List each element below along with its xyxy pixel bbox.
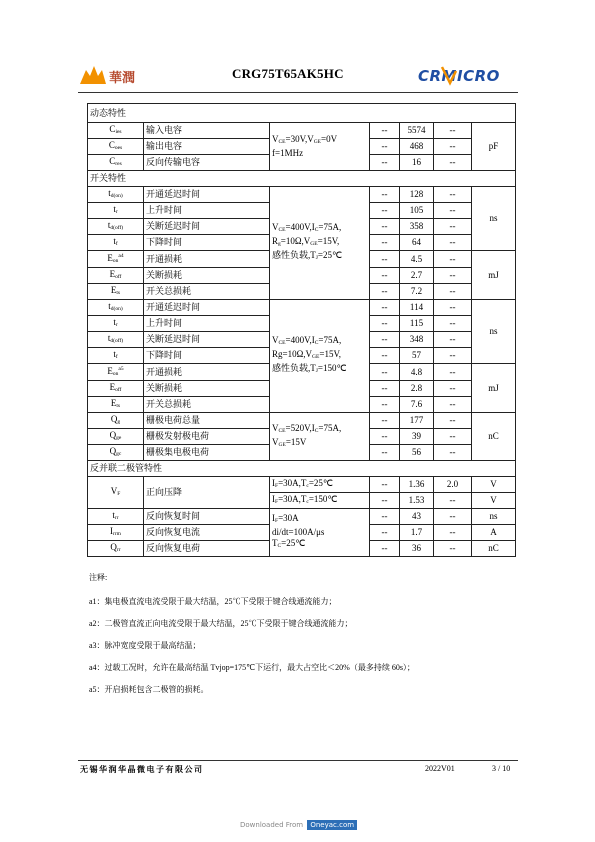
parameter-name: 上升时间 [144,316,270,332]
value-typ: 7.6 [400,397,434,413]
value-min: -- [370,268,400,284]
value-max: -- [434,284,472,300]
watermark-site-link[interactable]: Oneyac.com [307,820,357,830]
value-typ: 105 [400,203,434,219]
parameter-name: 栅极电荷总量 [144,413,270,429]
value-typ: 5574 [400,123,434,139]
value-min: -- [370,284,400,300]
table-row [88,187,516,203]
test-condition: $I_F=30A,T_c=25℃$ [270,477,370,493]
parameter-symbol: $C_{oes}$ [88,139,144,155]
note-a4: a4：过载工况时，允许在最高结温 Tvjop=175℃下运行，最大占空比＜20%（最多持续 60s）； [89,663,415,672]
value-typ: 39 [400,429,434,445]
download-watermark [240,821,357,829]
section-header-row [88,461,516,477]
value-max: -- [434,348,472,364]
value-min: -- [370,525,400,541]
parameter-name: 栅极发射极电荷 [144,429,270,445]
value-min: -- [370,123,400,139]
value-min: -- [370,332,400,348]
value-typ: 56 [400,445,434,461]
value-min: -- [370,155,400,171]
parameter-symbol: $Q_g$ [88,413,144,429]
notes-heading: 注释: [89,573,108,582]
value-min: -- [370,429,400,445]
value-min: -- [370,509,400,525]
value-min: -- [370,139,400,155]
parameter-symbol: $Q_{rr}$ [88,541,144,557]
parameter-symbol: $E_{off}$ [88,381,144,397]
note-a5: a5：开启损耗包含二极管的损耗。 [89,685,209,694]
test-condition: $V_{CE}=400V,I_C=75A$, $R_g=10\Omega,V_{GE}=15V$, 感性负载$,T_J=25℃$ [270,187,370,300]
parameter-symbol: $t_{d(off)}$ [88,219,144,235]
test-condition: $V_{CE}=400V,I_C=75A$, $Rg=10\Omega,V_{GE}=15V$, 感性负载$,T_J=150℃$ [270,300,370,413]
parameter-symbol: $E_{on}^{a5}$ [88,364,144,381]
section-header-row [88,104,516,123]
huarun-logo [78,62,136,88]
value-max: -- [434,364,472,381]
parameter-symbol: $t_{d(on)}$ [88,187,144,203]
parameter-symbol: $E_{off}$ [88,268,144,284]
value-typ: 57 [400,348,434,364]
parameter-name: 反向传输电容 [144,155,270,171]
unit: ns [472,509,516,525]
value-min: -- [370,316,400,332]
unit: ns [472,187,516,251]
value-typ: 16 [400,155,434,171]
value-max: -- [434,445,472,461]
value-min: -- [370,445,400,461]
value-max: -- [434,413,472,429]
unit: V [472,493,516,509]
parameter-symbol: $t_{rr}$ [88,509,144,525]
value-min: -- [370,541,400,557]
parameter-name: 关断损耗 [144,268,270,284]
value-min: -- [370,251,400,268]
parameter-name: 输出电容 [144,139,270,155]
parameter-symbol: $t_f$ [88,348,144,364]
footer-version: 2022V01 [425,764,455,773]
parameter-symbol: $E_{ts}$ [88,397,144,413]
unit: nC [472,413,516,461]
parameter-symbol: $V_F$ [88,477,144,509]
parameter-symbol: $t_r$ [88,316,144,332]
parameter-name: 下降时间 [144,235,270,251]
value-typ: 2.7 [400,268,434,284]
value-typ: 1.36 [400,477,434,493]
value-max: -- [434,155,472,171]
parameter-symbol: $t_{d(off)}$ [88,332,144,348]
section-title: 开关特性 [88,171,516,187]
value-typ: 114 [400,300,434,316]
unit: V [472,477,516,493]
value-max: -- [434,268,472,284]
test-condition: $I_F=30A,T_c=150℃$ [270,493,370,509]
parameter-name: 开通损耗 [144,251,270,268]
note-a3: a3：脉冲宽度受限于最高结温； [89,641,201,650]
parameter-symbol: $t_r$ [88,203,144,219]
parameter-name: 正向压降 [144,477,270,509]
parameter-symbol: $C_{res}$ [88,155,144,171]
value-min: -- [370,397,400,413]
value-typ: 7.2 [400,284,434,300]
value-typ: 43 [400,509,434,525]
dynamic-characteristics-table [87,103,516,557]
value-typ: 4.8 [400,364,434,381]
parameter-symbol: $C_{ies}$ [88,123,144,139]
value-typ: 36 [400,541,434,557]
table-row [88,477,516,493]
value-max: -- [434,381,472,397]
value-max: -- [434,187,472,203]
test-condition: $V_{CE}=520V,I_C=75A$, $V_{GE}=15V$ [270,413,370,461]
parameter-symbol: $Q_{ge}$ [88,429,144,445]
value-min: -- [370,413,400,429]
unit: mJ [472,251,516,300]
table-row [88,123,516,139]
parameter-name: 输入电容 [144,123,270,139]
value-max: -- [434,525,472,541]
value-max: -- [434,493,472,509]
section-title: 反并联二极管特性 [88,461,516,477]
value-typ: 358 [400,219,434,235]
parameter-name: 栅极集电极电荷 [144,445,270,461]
value-max: -- [434,429,472,445]
parameter-name: 关断延迟时间 [144,332,270,348]
test-condition: $I_F=30A$ di/dt=100A/μs $T_C=25℃$ [270,509,370,557]
logo-left-text: 華潤 [109,71,136,86]
part-number: CRG75T65AK5HC [232,66,344,81]
value-typ: 177 [400,413,434,429]
value-max: -- [434,509,472,525]
value-typ: 2.8 [400,381,434,397]
value-max: -- [434,332,472,348]
parameter-name: 开通延迟时间 [144,187,270,203]
value-max: -- [434,300,472,316]
logo-right-text: CRMICRO [418,67,500,85]
value-min: -- [370,381,400,397]
section-title: 动态特性 [88,104,516,123]
value-typ: 64 [400,235,434,251]
value-min: -- [370,348,400,364]
value-typ: 468 [400,139,434,155]
parameter-name: 上升时间 [144,203,270,219]
unit: nC [472,541,516,557]
value-max: 2.0 [434,477,472,493]
value-typ: 115 [400,316,434,332]
note-a2: a2：二极管直流正向电流受限于最大结温，25℃下受限于键合线通流能力； [89,619,353,628]
parameter-name: 关断损耗 [144,381,270,397]
value-min: -- [370,187,400,203]
value-typ: 1.7 [400,525,434,541]
parameter-symbol: $E_{ts}$ [88,284,144,300]
parameter-symbol: $t_{d(on)}$ [88,300,144,316]
parameter-symbol: $t_f$ [88,235,144,251]
note-a1: a1：集电极直流电流受限于最大结温，25℃下受限于键合线通流能力； [89,597,337,606]
table-row [88,509,516,525]
parameter-name: 开关总损耗 [144,397,270,413]
unit: pF [472,123,516,171]
value-typ: 4.5 [400,251,434,268]
value-max: -- [434,235,472,251]
parameter-name: 反向恢复电流 [144,525,270,541]
value-max: -- [434,397,472,413]
parameter-name: 开通损耗 [144,364,270,381]
value-min: -- [370,364,400,381]
unit: ns [472,300,516,364]
parameter-symbol: $I_{rrm}$ [88,525,144,541]
table-row [88,300,516,316]
crmicro-logo [416,63,516,87]
value-max: -- [434,139,472,155]
parameter-name: 开通延迟时间 [144,300,270,316]
value-typ: 1.53 [400,493,434,509]
parameter-name: 反向恢复时间 [144,509,270,525]
value-min: -- [370,235,400,251]
value-min: -- [370,203,400,219]
section-header-row [88,171,516,187]
test-condition: $V_{CE}=30V,V_{GE}=0V$ f=1MHz [270,123,370,171]
parameter-name: 反向恢复电荷 [144,541,270,557]
footer-page-number: 3 / 10 [492,764,511,773]
value-max: -- [434,541,472,557]
value-max: -- [434,316,472,332]
value-max: -- [434,123,472,139]
table-row [88,413,516,429]
parameter-name: 开关总损耗 [144,284,270,300]
parameter-symbol: $Q_{gc}$ [88,445,144,461]
parameter-name: 关断延迟时间 [144,219,270,235]
parameter-symbol: $E_{on}^{a4}$ [88,251,144,268]
footer-divider [78,760,518,761]
value-max: -- [434,203,472,219]
value-typ: 128 [400,187,434,203]
value-max: -- [434,219,472,235]
watermark-prefix: Downloaded From [240,821,304,829]
value-min: -- [370,219,400,235]
unit: mJ [472,364,516,413]
value-min: -- [370,477,400,493]
value-typ: 348 [400,332,434,348]
unit: A [472,525,516,541]
logo-mountain-icon [80,66,106,84]
parameter-name: 下降时间 [144,348,270,364]
footer-company: 无锡华润华晶微电子有限公司 [80,765,204,774]
value-min: -- [370,300,400,316]
value-min: -- [370,493,400,509]
value-max: -- [434,251,472,268]
header-divider [78,92,518,93]
